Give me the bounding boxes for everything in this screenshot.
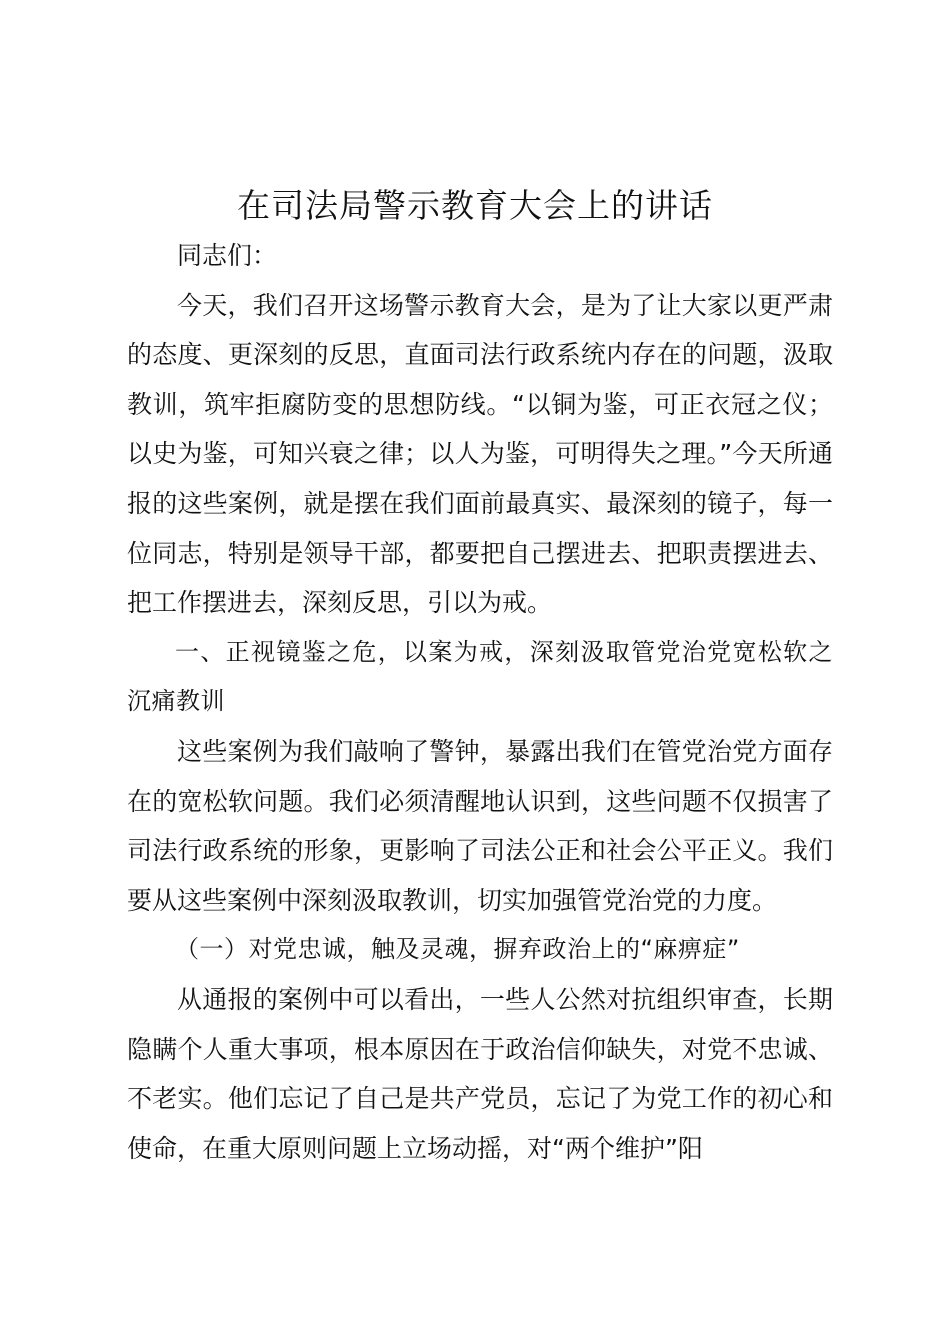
document-body (127, 231, 833, 1173)
section-heading-1: 一、正视镜鉴之危，以案为戒，深刻汲取管党治党宽松软之沉痛教训 (127, 637, 833, 716)
document-title: 在司法局警示教育大会上的讲话 (237, 186, 713, 225)
subsection-1-paragraph: 从通报的案例中可以看出，一些人公然对抗组织审查，长期隐瞒个人重大事项，根本原因在于政治信仰缺失，对党不忠诚、不老实。他们忘记了自己是共产党员，忘记了为党工作的初心和使命，在重大原则问题上立场动摇，对“两个维护”阳 (127, 984, 833, 1163)
subsection-heading-1: （一）对党忠诚，触及灵魂，摒弃政治上的“麻痹症” (175, 935, 740, 964)
salutation: 同志们： (177, 241, 278, 270)
section-1-paragraph: 这些案例为我们敲响了警钟，暴露出我们在管党治党方面存在的宽松软问题。我们必须清醒地认识到，这些问题不仅损害了司法行政系统的形象，更影响了司法公正和社会公平正义。我们要从这些案例中深刻汲取教训，切实加强管党治党的力度。 (127, 736, 833, 915)
opening-paragraph: 今天，我们召开这场警示教育大会，是为了让大家以更严肃的态度、更深刻的反思，直面司法行政系统内存在的问题，汲取教训，筑牢拒腐防变的思想防线。“以铜为鉴，可正衣冠之仪；以史为鉴，可知兴衰之律；以人为鉴，可明得失之理。”今天所通报的这些案例，就是摆在我们面前最真实、最深刻的镜子，每一位同志，特别是领导干部，都要把自己摆进去、把职责摆进去、把工作摆进去，深刻反思，引以为戒。 (127, 290, 833, 618)
